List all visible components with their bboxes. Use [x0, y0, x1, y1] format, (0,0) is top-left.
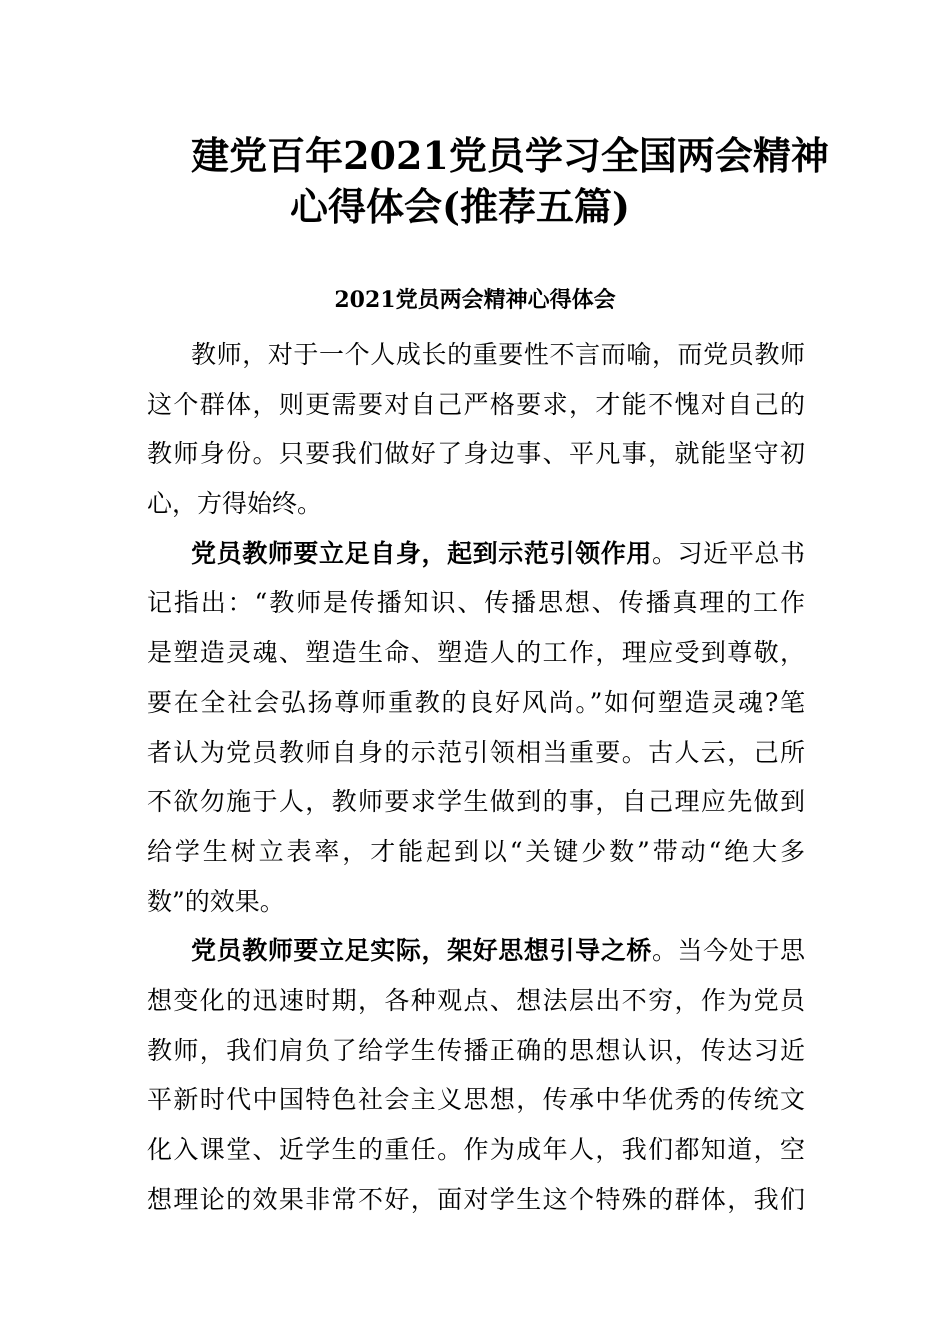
paragraph-3-bold-lead: 党员教师要立足实际，架好思想引导之桥 — [191, 936, 652, 966]
paragraph-2-line: 不欲勿施于人，教师要求学生做到的事，自己理应先做到 — [147, 787, 805, 817]
paragraph-2-lead-rest: 。习近平总书 — [651, 538, 805, 568]
paragraph-3-line: 想理论的效果非常不好，面对学生这个特殊的群体，我们 — [147, 1184, 805, 1214]
paragraph-2-line: 是塑造灵魂、塑造生命、塑造人的工作，理应受到尊敬， — [147, 638, 805, 668]
document-title-line-2: 心得体会(推荐五篇) — [290, 184, 630, 229]
paragraph-2-line: 要在全社会弘扬尊师重教的良好风尚。”如何塑造灵魂?笔 — [147, 687, 805, 717]
paragraph-3-lead-line — [147, 926, 805, 976]
paragraph-3-line: 化入课堂、近学生的重任。作为成年人，我们都知道，空 — [147, 1135, 805, 1164]
paragraph-1-line: 这个群体，则更需要对自己严格要求，才能不愧对自己的 — [147, 389, 805, 419]
paragraph-1-line: 教师身份。只要我们做好了身边事、平凡事，就能坚守初 — [147, 439, 805, 469]
paragraph-2-line: 者认为党员教师自身的示范引领相当重要。古人云，己所 — [147, 737, 805, 767]
paragraph-3-lead-rest: 。当今处于思 — [651, 936, 805, 966]
paragraph-2-line: 数”的效果。 — [147, 886, 285, 916]
paragraph-3-line: 想变化的迅速时期，各种观点、想法层出不穷，作为党员 — [147, 985, 805, 1015]
paragraph-3-line: 教师，我们肩负了给学生传播正确的思想认识，传达习近 — [147, 1035, 805, 1065]
paragraph-2-bold-lead: 党员教师要立足自身，起到示范引领作用 — [191, 538, 652, 568]
article-body — [147, 330, 805, 1224]
paragraph-2-line: 给学生树立表率，才能起到以“关键少数”带动“绝大多 — [147, 836, 805, 866]
paragraph-2-line: 记指出：“教师是传播知识、传播思想、传播真理的工作 — [147, 588, 805, 618]
section-subtitle: 2021党员两会精神心得体会 — [334, 287, 616, 313]
paragraph-1-line: 教师，对于一个人成长的重要性不言而喻，而党员教师 — [191, 340, 805, 369]
paragraph-1-line: 心，方得始终。 — [147, 489, 323, 519]
paragraph-3-line: 平新时代中国特色社会主义思想，传承中华优秀的传统文 — [147, 1085, 805, 1115]
document-title-line-1: 建党百年2021党员学习全国两会精神 — [191, 133, 829, 178]
paragraph-2-lead-line — [147, 529, 805, 579]
